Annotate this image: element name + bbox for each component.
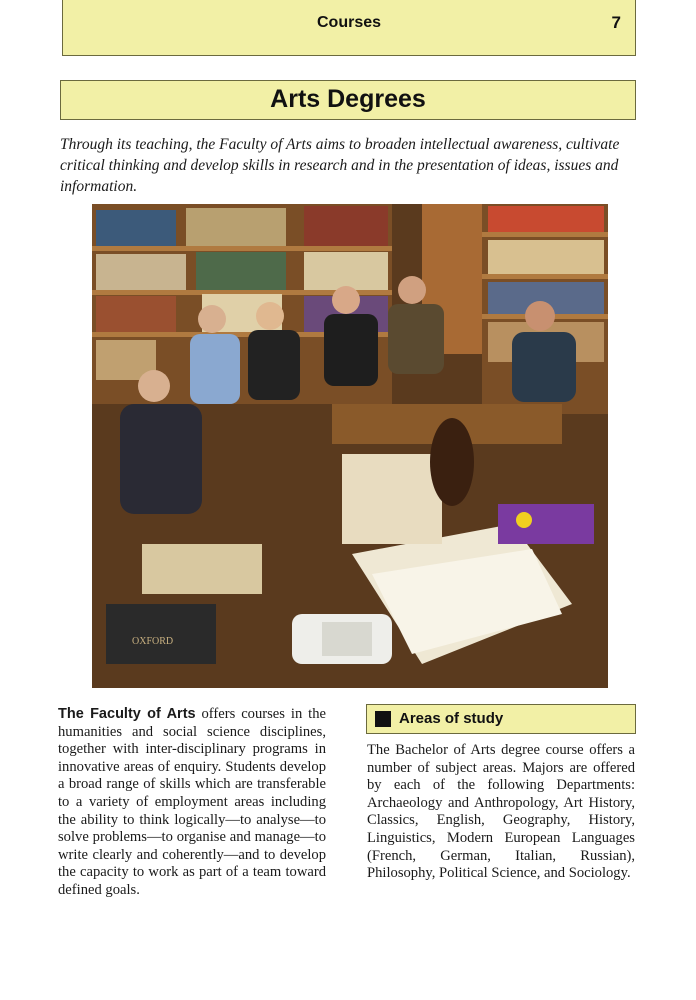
seminar-photo [92, 204, 608, 688]
title-bar [60, 80, 636, 120]
faculty-description [58, 706, 326, 900]
faculty-lead: The Faculty of Arts [58, 706, 196, 722]
section-title: Courses [316, 14, 382, 31]
intro-paragraph: Through its teaching, the Faculty of Arts aims to broaden intellectual awareness, cultivate critical thinking and develop skills in research and in the presentation of ideas, issues and information. [60, 136, 620, 195]
page-title: Arts Degrees [270, 85, 426, 113]
header-bar [62, 0, 636, 56]
page-number: 7 [611, 13, 621, 32]
square-bullet-icon [375, 711, 391, 727]
faculty-body: offers courses in the humanities and social science disciplines, together with inter-disciplinary programs in innovative areas of enquiry. Students develop a broad range of skills which are transferable to a variety of employment areas including the ability to think logically—to analyse—to solve problems—to organise and manage—to write clearly and coherently—and to develop the capacity to work as part of a team toward defined goals. [58, 706, 326, 898]
areas-of-study-heading-bar [366, 704, 636, 734]
areas-of-study-heading: Areas of study [399, 710, 504, 727]
areas-of-study-body: The Bachelor of Arts degree course offers a number of subject areas. Majors are offered by each of the following Departments: Archaeology and Anthropology, Art History, Classics, English, Geography, History, Linguistics, Modern European Languages (French, German, Italian, Russian), Philosophy, Political Science, and Sociology. [367, 742, 635, 882]
photo-book-title: OXFORD [132, 636, 174, 647]
